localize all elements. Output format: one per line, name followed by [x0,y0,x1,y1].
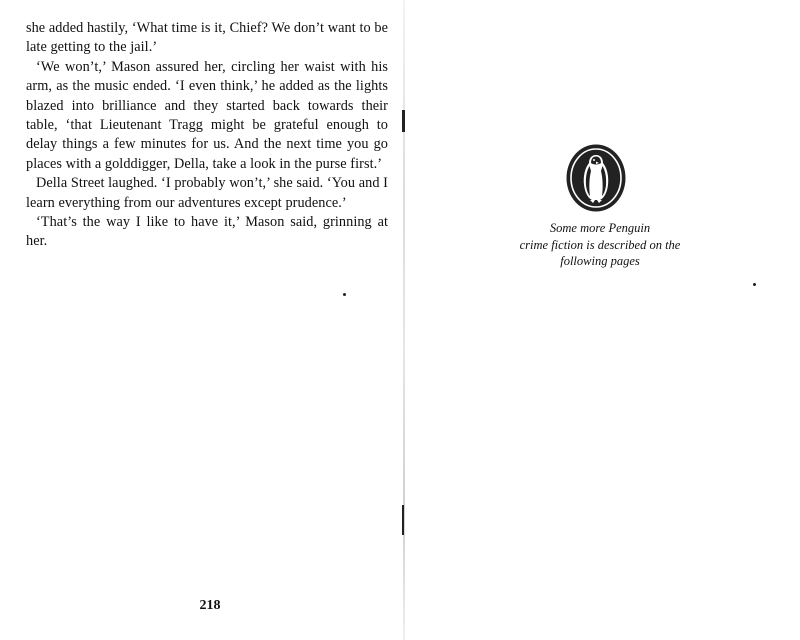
print-speck [343,293,346,296]
paragraph: Della Street laughed. ‘I probably won’t,’ she said. ‘You and I learn everything from our adventures except prudence.’ [26,175,388,211]
more-penguin-blurb [470,220,730,270]
blurb-line: crime fiction is described on the [519,237,681,252]
page-number: 218 [199,598,221,613]
penguin-logo [565,143,627,213]
gutter-shadow-mark [402,505,404,535]
paragraph: ‘We won’t,’ Mason assured her, circling her waist with his arm, as the music ended. ‘I even think,’ he added as the lights blazed into brilliance and they started back towards their table, ‘that Lieutenant Tragg might be grateful enough to delay things a few minutes for us. And the next time you go places with a golddigger, Della, take a look in the purse first.’ [26,58,388,172]
right-page [405,0,800,640]
print-speck [753,283,756,286]
paragraph: she added hastily, ‘What time is it, Chief? We don’t want to be late getting to the jail.’ [26,20,388,56]
blurb-line: Some more Penguin [549,221,651,235]
blurb-line: following pages [560,254,640,268]
paragraph: ‘That’s the way I like to have it,’ Mason said, grinning at her. [26,214,388,250]
body-text [26,19,388,252]
